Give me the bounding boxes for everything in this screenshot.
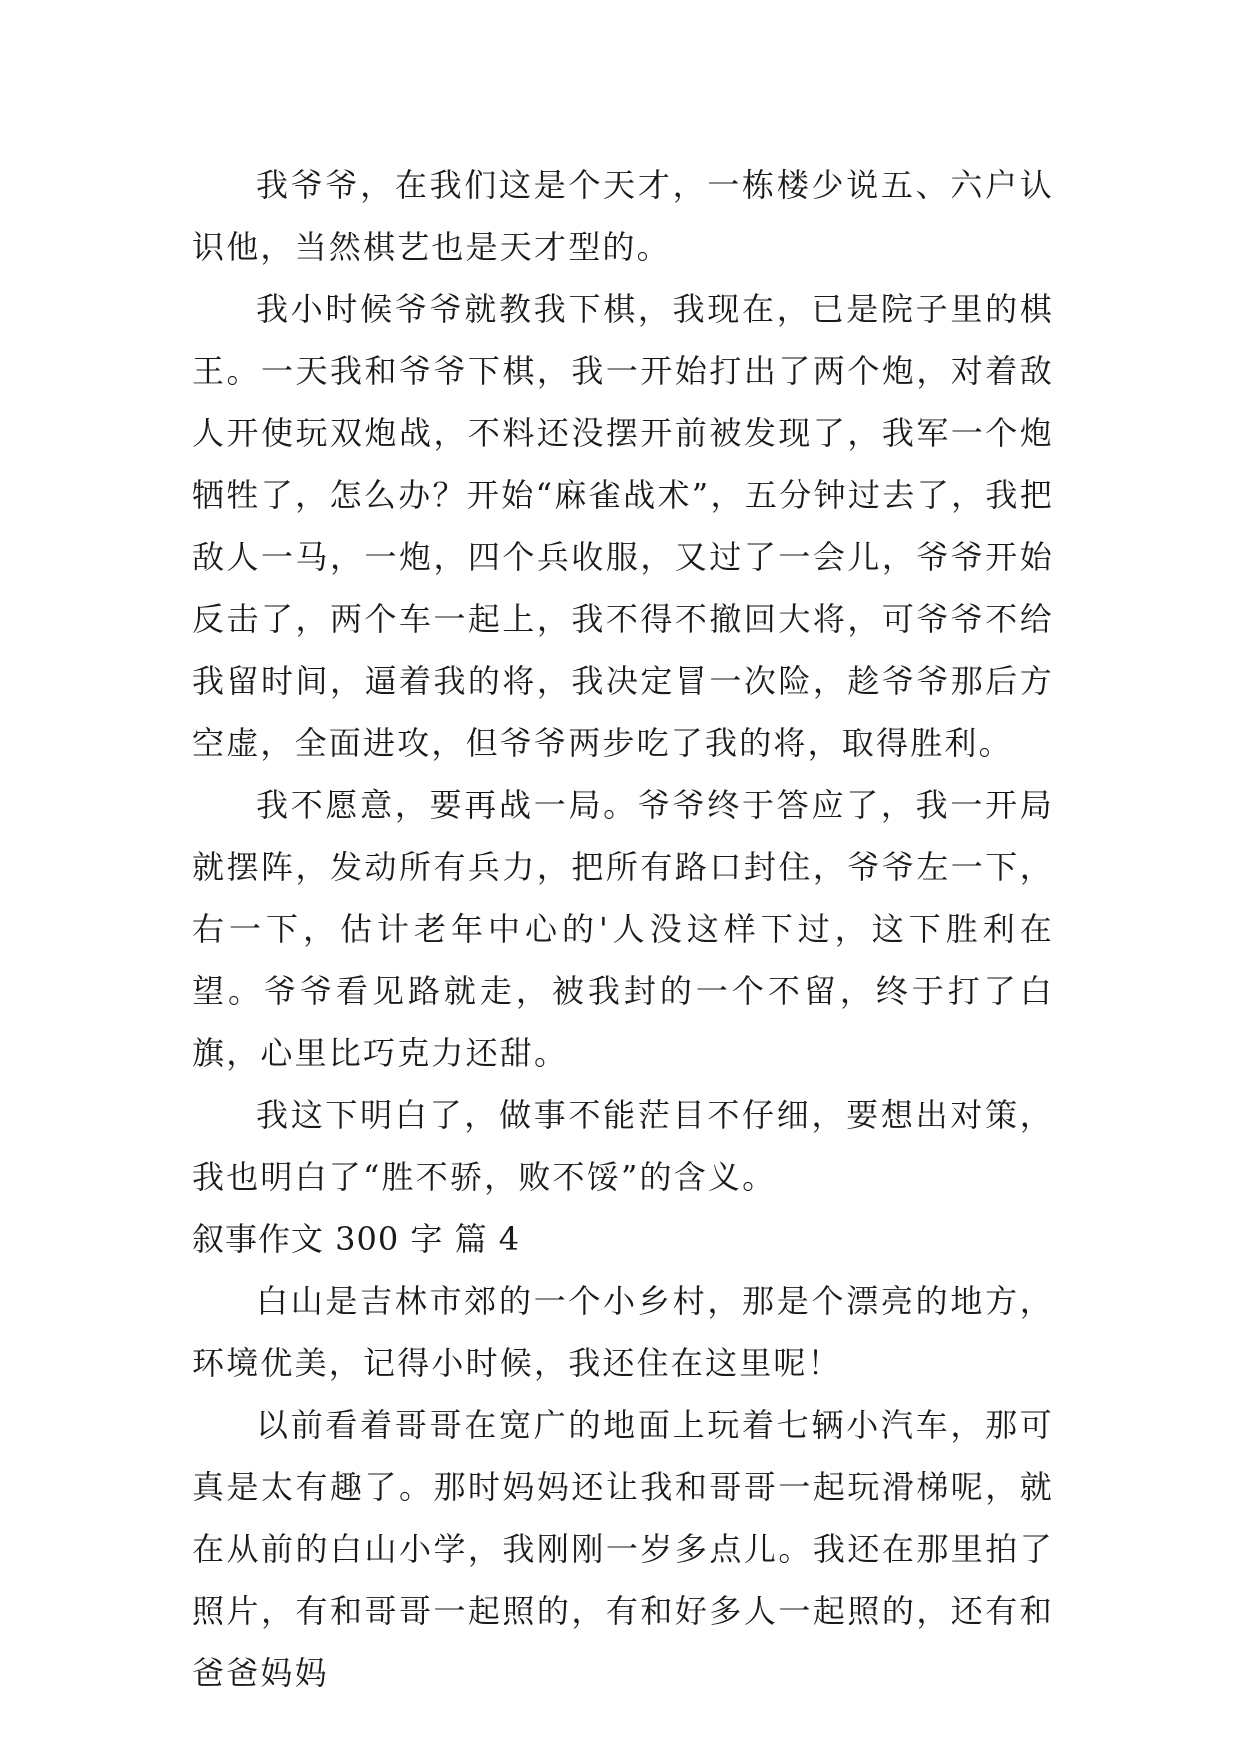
paragraph-5: 白山是吉林市郊的一个小乡村，那是个漂亮的地方，环境优美，记得小时候，我还住在这里呢！	[192, 1282, 1054, 1382]
paragraph-1: 我爷爷，在我们这是个天才，一栋楼少说五、六户认识他，当然棋艺也是天才型的。	[192, 166, 1054, 266]
paragraph-2: 我小时候爷爷就教我下棋，我现在，已是院子里的棋王。一天我和爷爷下棋，我一开始打出了两个炮，对着敌人开使玩双炮战，不料还没摆开前被发现了，我军一个炮牺牲了，怎么办？开始“麻雀战术”，五分钟过去了，我把敌人一马，一炮，四个兵收服，又过了一会儿，爷爷开始反击了，两个车一起上，我不得不撤回大将，可爷爷不给我留时间，逼着我的将，我决定冒一次险，趁爷爷那后方空虚，全面进攻，但爷爷两步吃了我的将，取得胜利。	[192, 290, 1054, 762]
paragraph-3: 我不愿意，要再战一局。爷爷终于答应了，我一开局就摆阵，发动所有兵力，把所有路口封住，爷爷左一下，右一下，估计老年中心的'人没这样下过，这下胜利在望。爷爷看见路就走，被我封的一个不留，终于打了白旗，心里比巧克力还甜。	[192, 786, 1054, 1072]
paragraph-4: 我这下明白了，做事不能茫目不仔细，要想出对策，我也明白了“胜不骄，败不馁”的含义。	[192, 1096, 1054, 1196]
paragraph-6: 以前看着哥哥在宽广的地面上玩着七辆小汽车，那可真是太有趣了。那时妈妈还让我和哥哥一起玩滑梯呢，就在从前的白山小学，我刚刚一岁多点儿。我还在那里拍了照片，有和哥哥一起照的，有和好多人一起照的，还有和爸爸妈妈	[192, 1406, 1054, 1692]
document-body	[192, 154, 1054, 1704]
section-heading: 叙事作文 300 字 篇 4	[192, 1220, 521, 1258]
